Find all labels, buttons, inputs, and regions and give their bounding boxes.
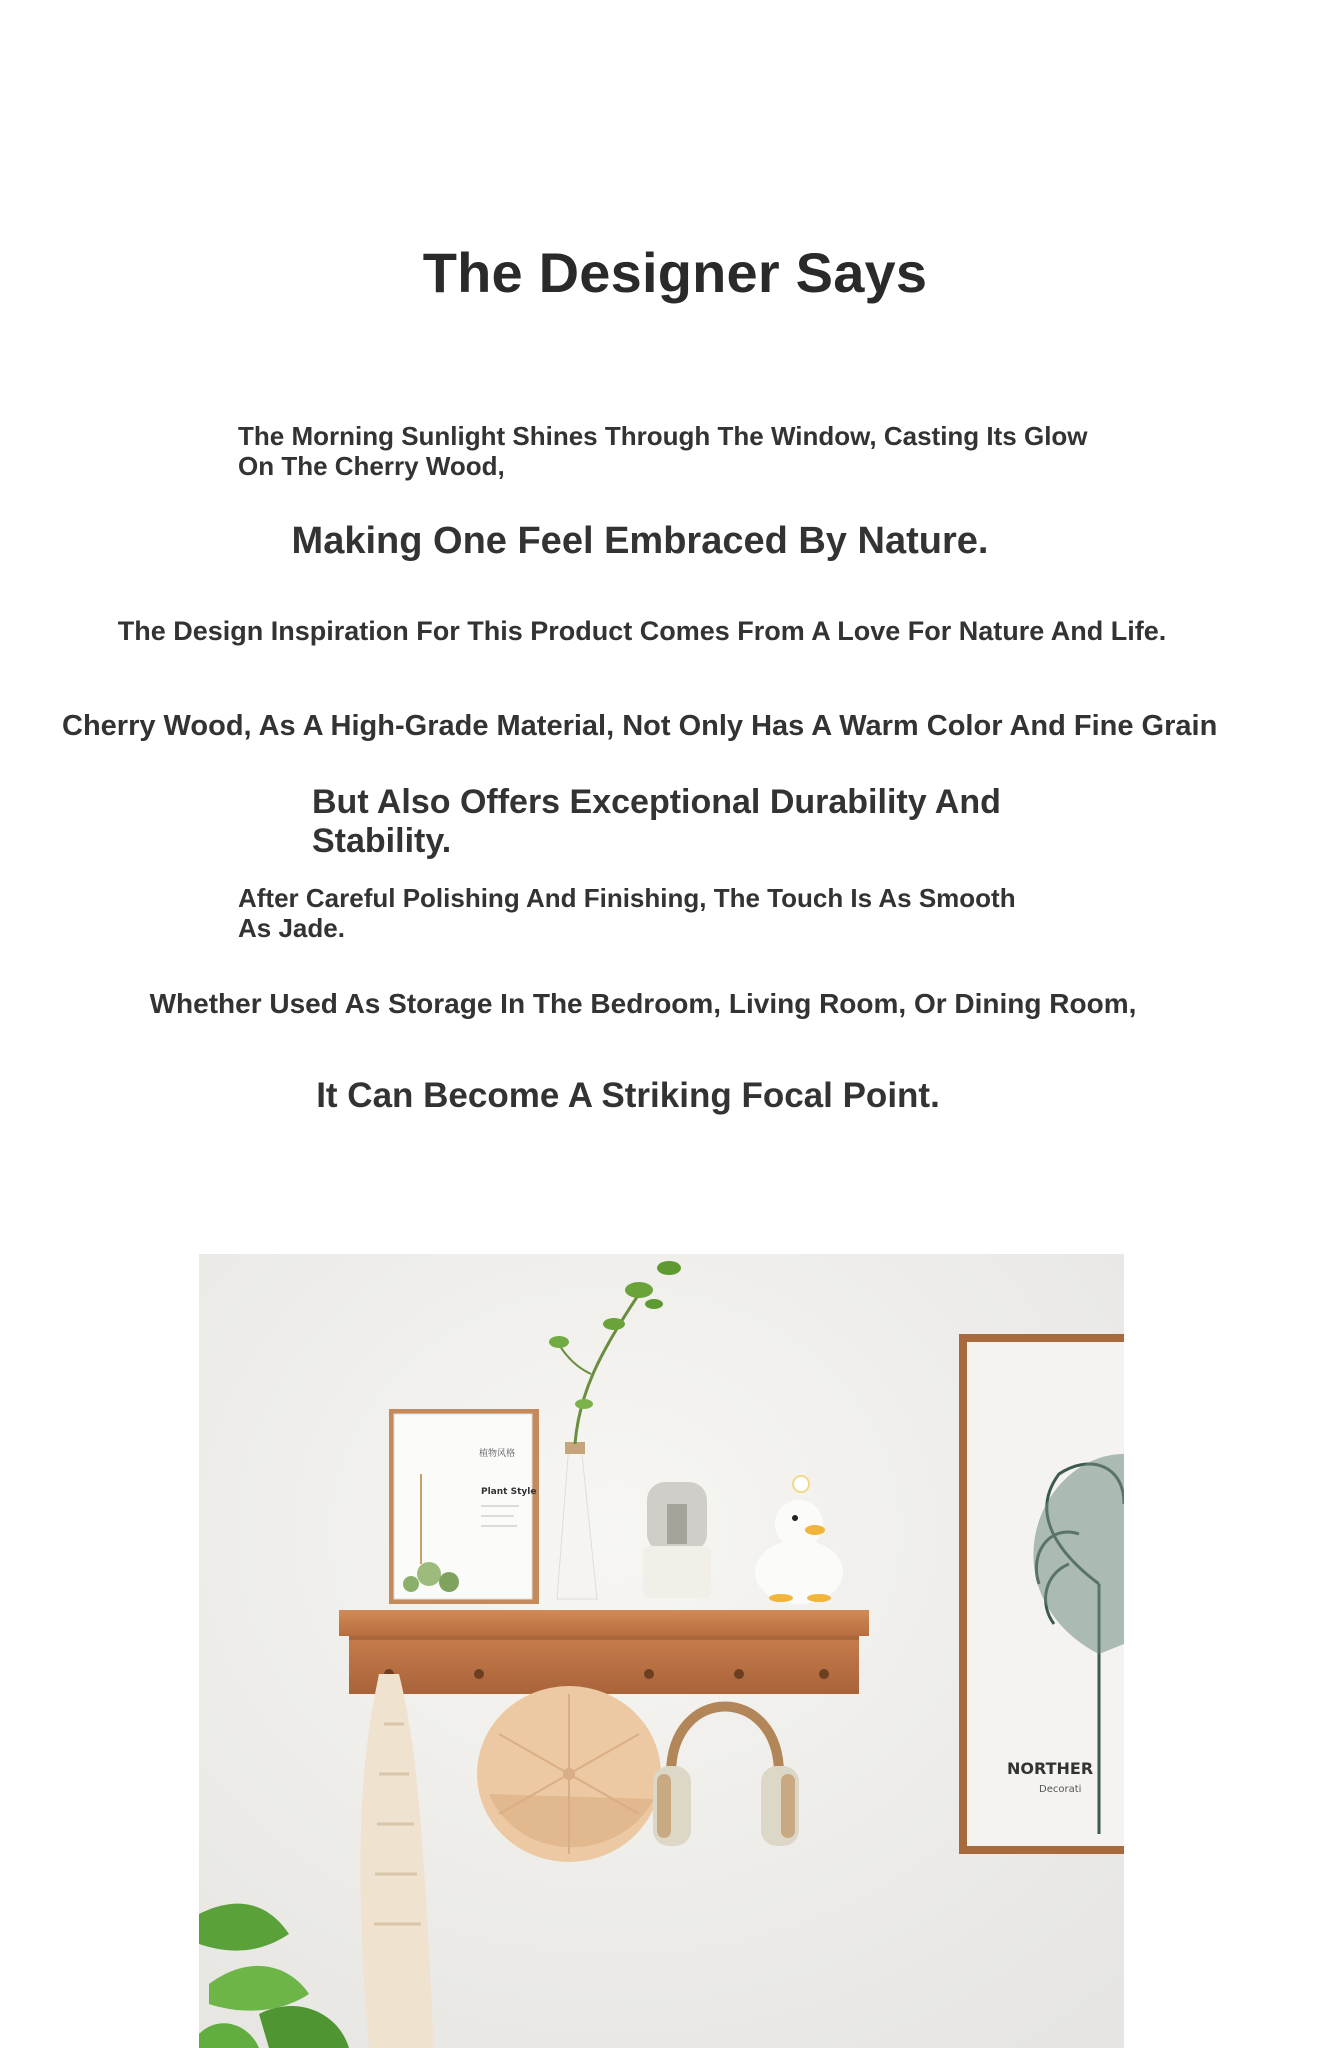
page-title: The Designer Says: [422, 241, 928, 304]
poster-subtext: Decorati: [1039, 1784, 1082, 1795]
cherry-wood-shelf: [339, 1610, 869, 1694]
book-title: Plant Style: [481, 1487, 537, 1497]
text-line-design-inspiration: The Design Inspiration For This Product Comes From A Love For Nature And Life.: [117, 616, 1167, 646]
text-line-durability-stability: But Also Offers Exceptional Durability And Stability.: [312, 783, 1001, 861]
text-line-cherry-wood-material: Cherry Wood, As A High-Grade Material, Not Only Has A Warm Color And Fine Grain: [62, 710, 1218, 742]
desk-lamp: [643, 1482, 711, 1598]
beige-cap: [477, 1686, 661, 1862]
framed-poster: [959, 1334, 1124, 1854]
text-line-room-usage: Whether Used As Storage In The Bedroom, Living Room, Or Dining Room,: [149, 988, 1137, 1019]
text-line-polishing-finishing: After Careful Polishing And Finishing, The Touch Is As Smooth As Jade.: [238, 883, 1016, 943]
plant-style-book: [389, 1409, 539, 1604]
text-line-focal-point: It Can Become A Striking Focal Point.: [316, 1076, 940, 1115]
text-line-embraced-by-nature: Making One Feel Embraced By Nature.: [291, 520, 989, 562]
product-photo: [199, 1254, 1124, 2048]
book-header: 植物风格: [479, 1449, 516, 1459]
poster-text: NORTHER: [1007, 1759, 1094, 1778]
text-line-morning-sunlight: The Morning Sunlight Shines Through The Window, Casting Its Glow On The Cherry Wood,: [238, 421, 1088, 481]
